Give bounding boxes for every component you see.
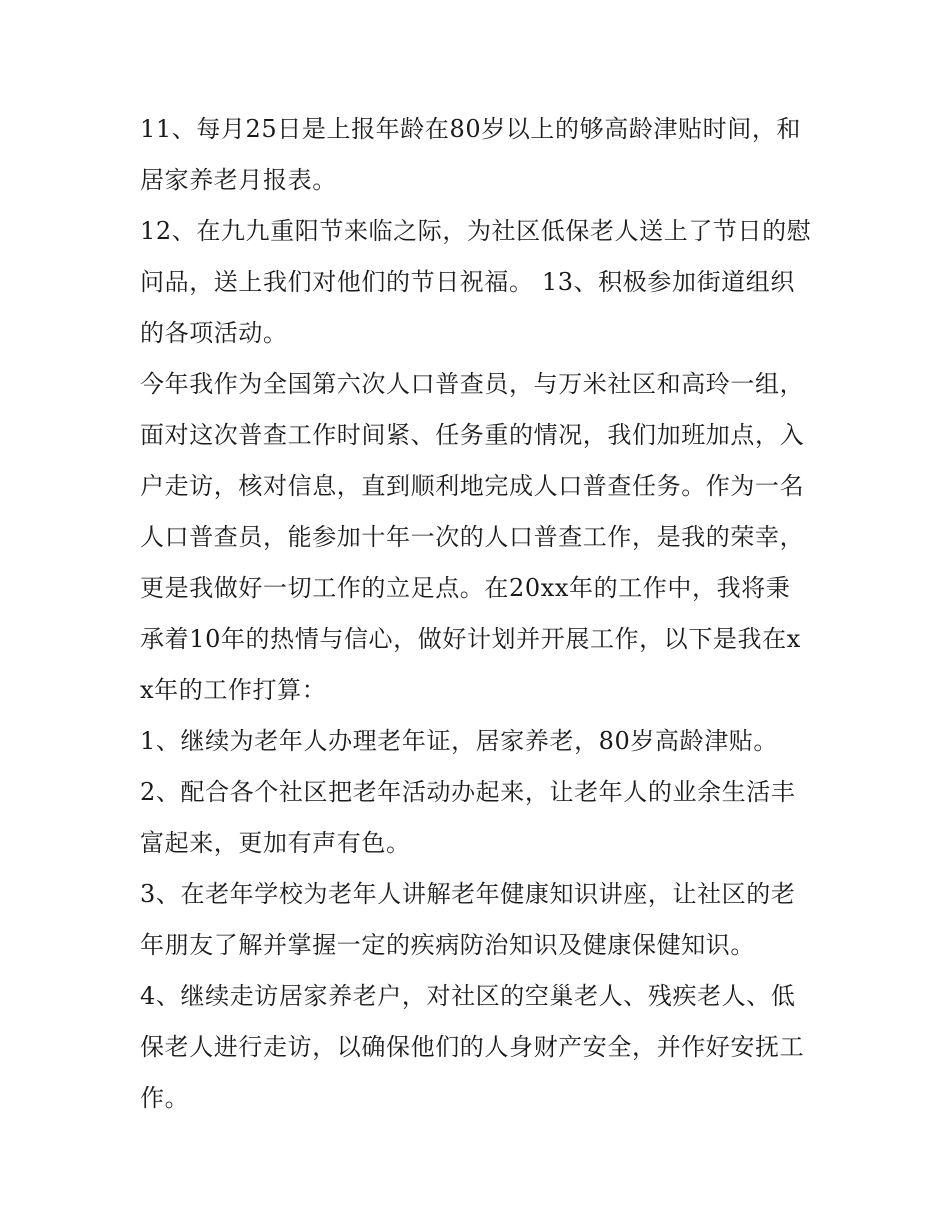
plan-item-2: 2、配合各个社区把老年活动办起来，让老年人的业余生活丰富起来，更加有声有色。 — [140, 778, 796, 857]
plan-item-4: 4、继续走访居家养老户，对社区的空巢老人、残疾老人、低保老人进行走访，以确保他们的人身财产安全，并作好安抚工作。 — [140, 982, 805, 1112]
plan-item-3: 3、在老年学校为老年人讲解老年健康知识讲座，让社区的老年朋友了解并掌握一定的疾病防治知识及健康保健知识。 — [140, 880, 796, 959]
paragraph-census: 今年我作为全国第六次人口普查员，与万米社区和高玲一组，面对这次普查工作时间紧、任务重的情况，我们加班加点，入户走访，核对信息，直到顺利地完成人口普查任务。作为一名人口普查员，能参加十年一次的人口普查工作，是我的荣幸，更是我做好一切工作的立足点。在20xx年的工作中，我将秉承着10年的热情与信心，做好计划并开展工作，以下是我在xx年的工作打算： — [140, 370, 805, 704]
paragraph-item-12-13: 12、在九九重阳节来临之际，为社区低保老人送上了节日的慰问品，送上我们对他们的节日祝福。 13、积极参加街道组织的各项活动。 — [140, 217, 812, 347]
plan-item-1: 1、继续为老年人办理老年证，居家养老，80岁高龄津贴。 — [140, 727, 779, 755]
document-body — [140, 104, 812, 1124]
paragraph-item-11: 11、每月25日是上报年龄在80岁以上的够高龄津贴时间，和居家养老月报表。 — [140, 115, 802, 194]
